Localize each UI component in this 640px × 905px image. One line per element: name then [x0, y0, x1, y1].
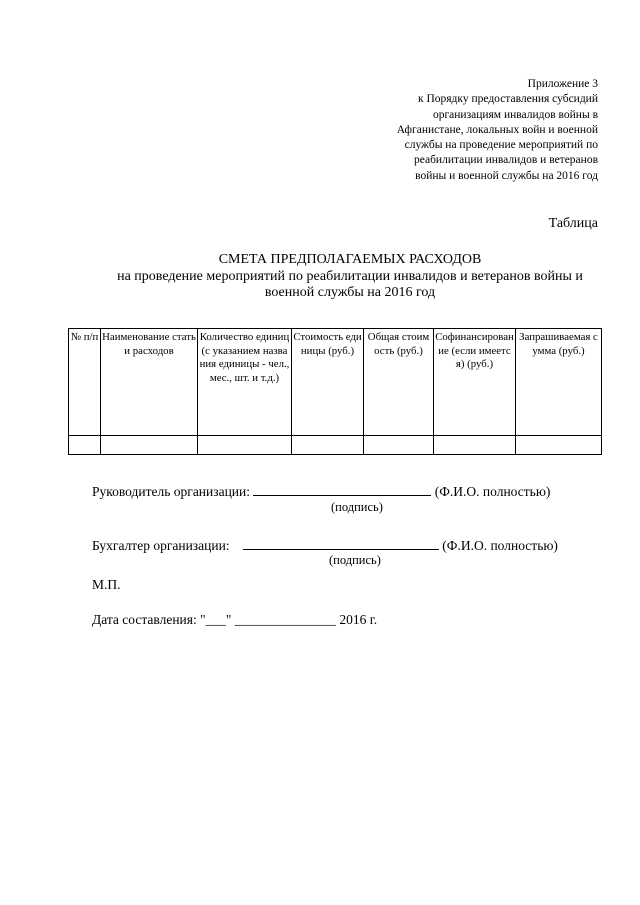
- head-signature-blank: [253, 481, 431, 496]
- table-header-row: [69, 329, 602, 436]
- appendix-line: реабилитации инвалидов и ветеранов: [413, 154, 598, 167]
- table-row: [69, 436, 602, 455]
- header-cell-quantity: Количество единиц (с указанием названия единицы - чел., мес., шт. и т.д.): [198, 329, 292, 436]
- header-cell-item-name: Наименование статьи расходов: [101, 329, 198, 436]
- appendix-line: службы на проведение мероприятий по: [404, 139, 598, 152]
- accountant-signature-blank: [243, 535, 439, 550]
- accountant-label: Бухгалтер организации:: [92, 538, 230, 553]
- appendix-line: войны и военной службы на 2016 год: [415, 169, 598, 182]
- table-cell: [101, 436, 198, 455]
- accountant-fio: (Ф.И.О. полностью): [442, 538, 558, 553]
- table-cell: [434, 436, 516, 455]
- date-line: Дата составления: "___" _______________ 2016 г.: [92, 612, 378, 627]
- accountant-signature-caption: (подпись): [329, 553, 381, 567]
- table-cell: [516, 436, 602, 455]
- header-cell-unit-cost: Стоимость единицы (руб.): [292, 329, 364, 436]
- head-signature-line: [92, 481, 550, 500]
- appendix-line: организациям инвалидов войны в: [432, 108, 598, 121]
- header-cell-total-cost: Общая стоимость (руб.): [364, 329, 434, 436]
- appendix-line: к Порядку предоставления субсидий: [418, 93, 598, 106]
- table-label: Таблица: [548, 216, 598, 231]
- title-line-2: на проведение мероприятий по реабилитации инвалидов и ветеранов войны и: [117, 268, 583, 284]
- title-line-1: СМЕТА ПРЕДПОЛАГАЕМЫХ РАСХОДОВ: [218, 252, 482, 267]
- table-cell: [292, 436, 364, 455]
- title-line-3: военной службы на 2016 год: [264, 285, 436, 300]
- appendix-line: Приложение 3: [527, 78, 598, 90]
- accountant-signature-line: [92, 535, 558, 554]
- head-signature-caption: (подпись): [331, 500, 383, 514]
- head-fio: (Ф.И.О. полностью): [434, 484, 551, 499]
- seal-mark: М.П.: [92, 577, 121, 592]
- table-cell: [198, 436, 292, 455]
- header-cell-requested: Запрашиваемая сумма (руб.): [516, 329, 602, 436]
- appendix-line: Афганистане, локальных войн и военной: [396, 123, 598, 136]
- head-label: Руководитель организации:: [92, 484, 251, 499]
- appendix-header: [298, 77, 598, 184]
- estimate-table: [68, 328, 602, 455]
- table-cell: [364, 436, 434, 455]
- header-cell-cofinancing: Софинансирование (если имеется) (руб.): [434, 329, 516, 436]
- document-title: [60, 252, 640, 302]
- header-cell-number: № п/п: [69, 329, 101, 436]
- table-cell: [69, 436, 101, 455]
